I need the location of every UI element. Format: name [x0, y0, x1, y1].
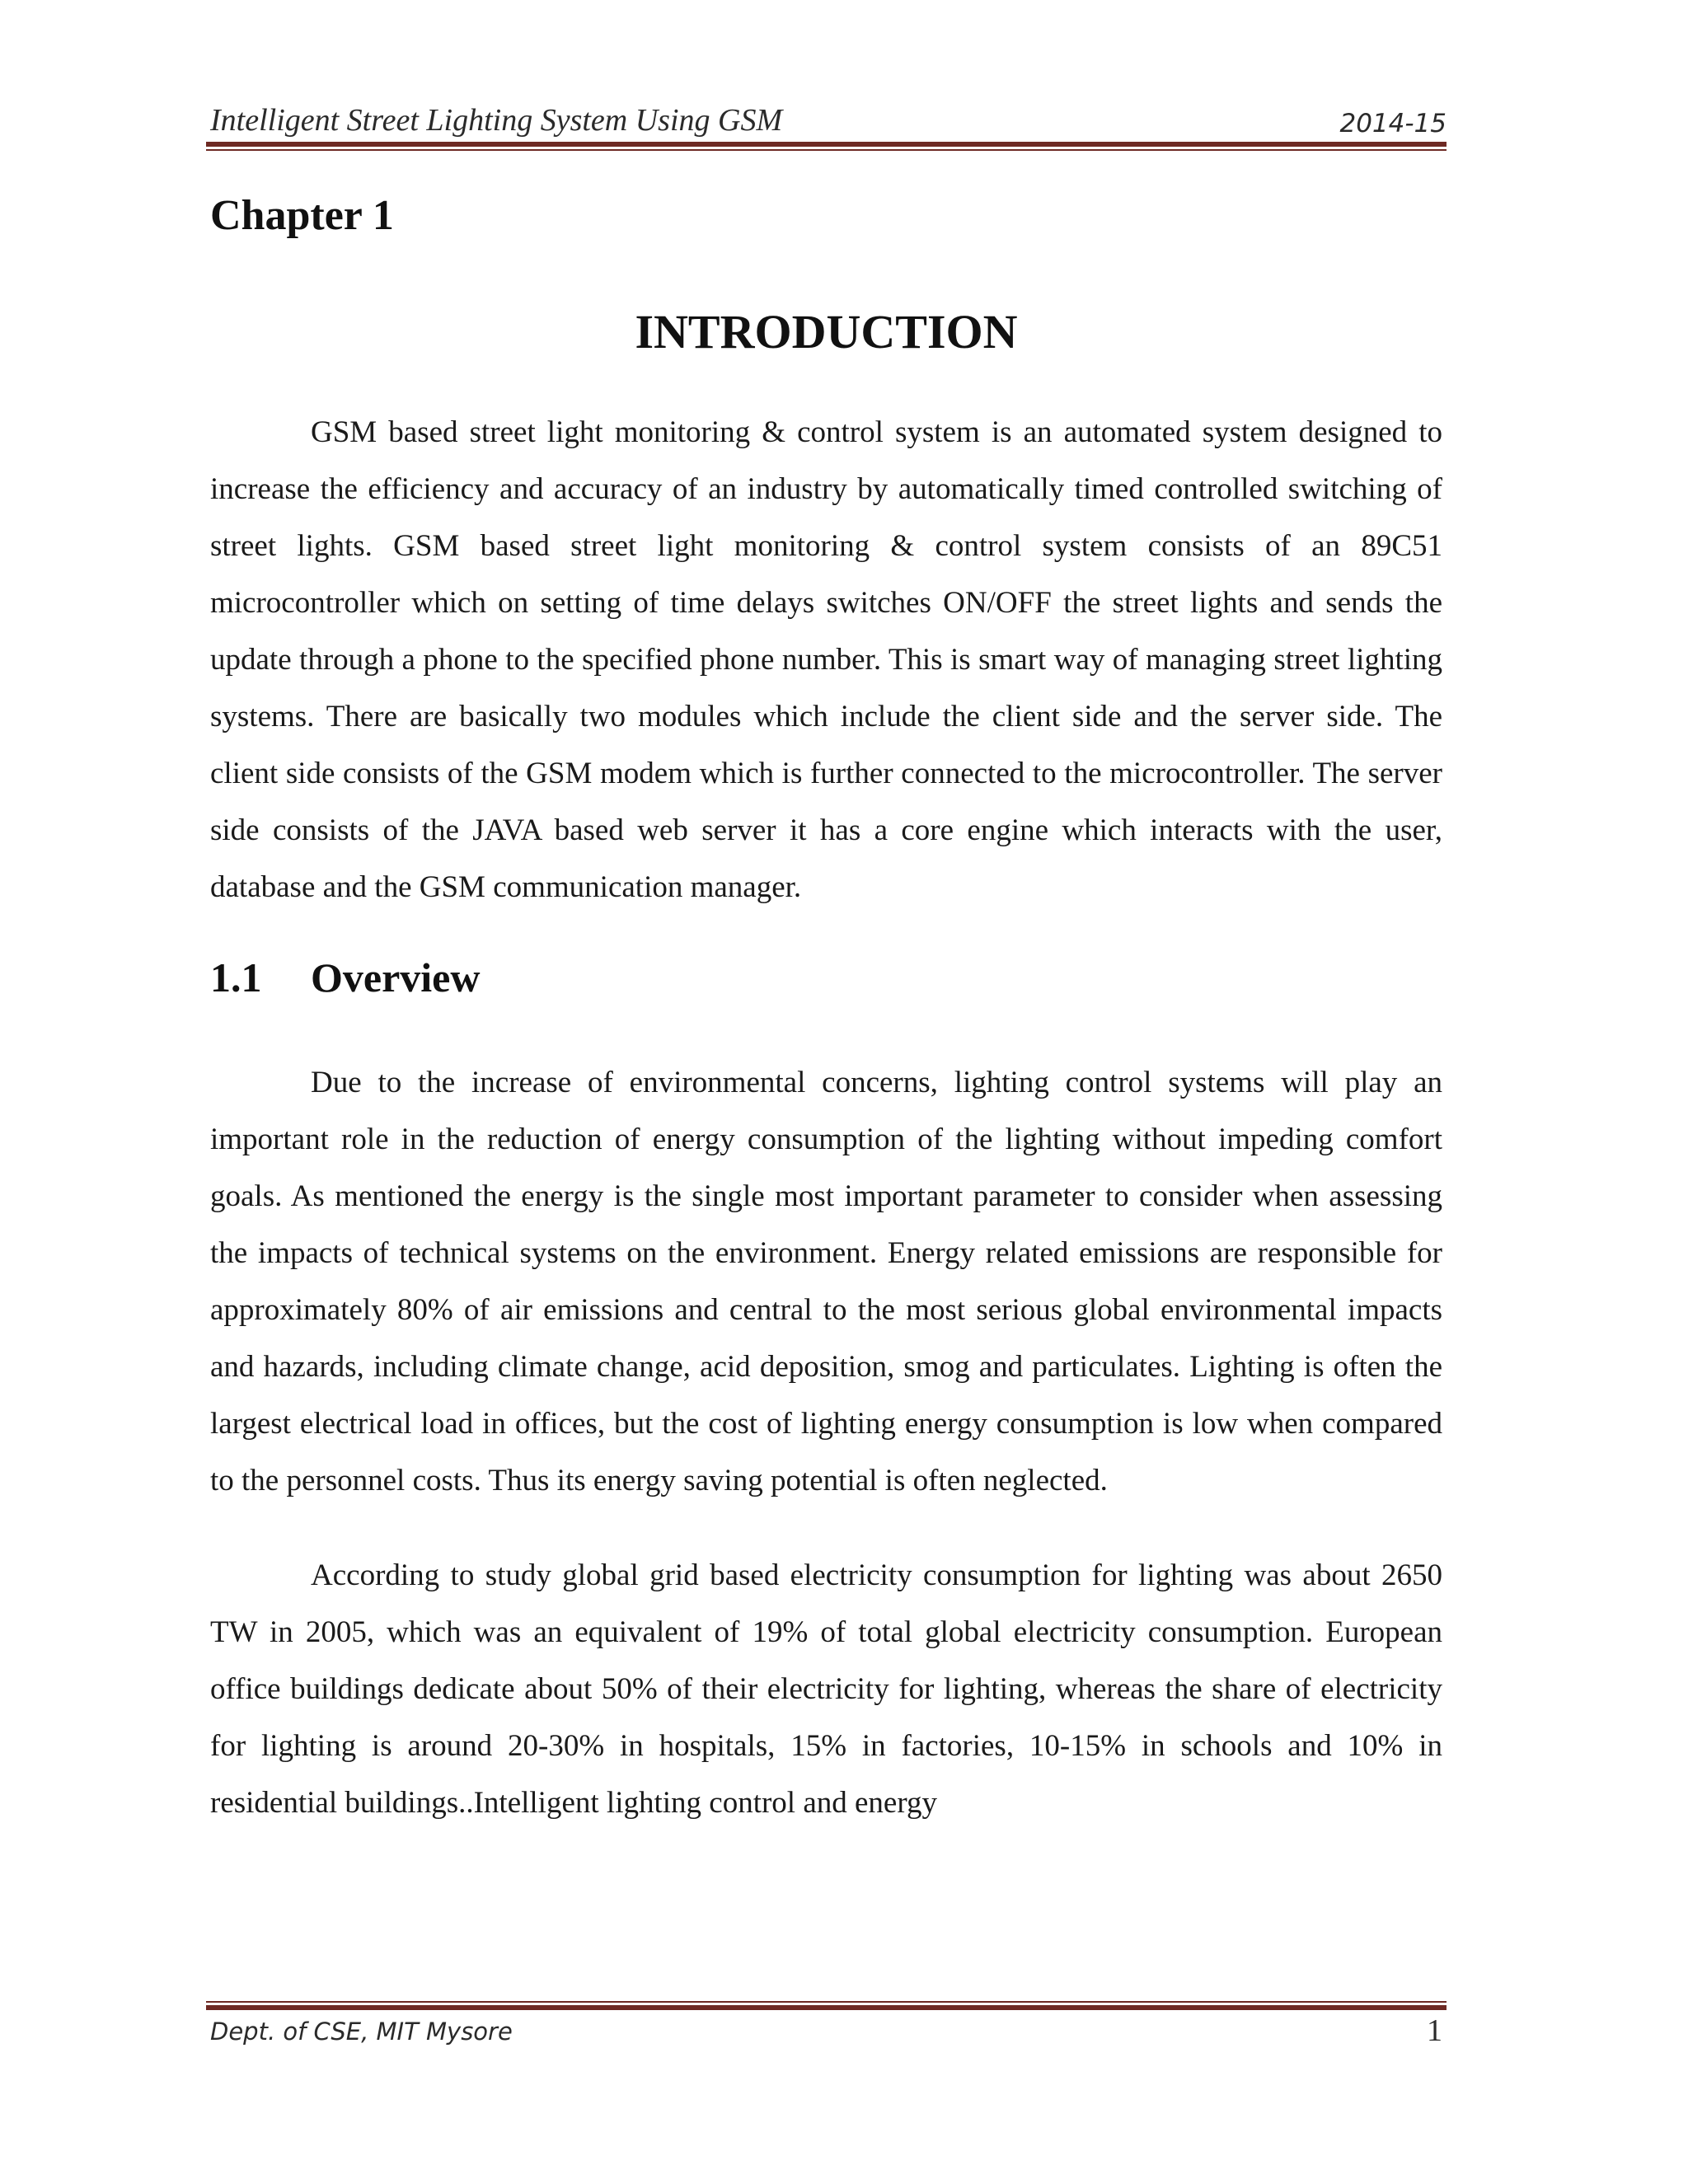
- page-header: [210, 97, 1447, 143]
- section-title: Overview: [311, 954, 481, 1001]
- page-number: 1: [1427, 2013, 1442, 2048]
- page-content: [210, 183, 1442, 1831]
- overview-paragraph-1: Due to the increase of environmental concerns, lighting control systems will play an important role in the reduction of energy consumption of the lighting without impeding comfort goals. As mentioned the energy is the single most important parameter to consider when assessing the impacts of technical systems on the environment. Energy related emissions are responsible for approximately 80% of air emissions and central to the most serious global environmental impacts and hazards, including climate change, acid deposition, smog and particulates. Lighting is often the largest electrical load in offices, but the cost of lighting energy consumption is low when compared to the personnel costs. Thus its energy saving potential is often neglected.: [210, 1066, 1442, 1497]
- section-number: 1.1: [210, 954, 262, 1001]
- section-heading: [210, 949, 1442, 1006]
- footer-rule: [206, 2001, 1447, 2010]
- header-year: 2014-15: [1339, 109, 1447, 138]
- chapter-label: Chapter 1: [210, 192, 394, 239]
- header-rule: [206, 142, 1447, 151]
- footer-department: Dept. of CSE, MIT Mysore: [210, 2018, 513, 2046]
- intro-paragraph: GSM based street light monitoring & control system is an automated system designed to increase the efficiency and accuracy of an industry by automatically timed controlled switching of street lights. GSM based street light monitoring & control system consists of an 89C51 microcontroller which on setting of time delays switches ON/OFF the street lights and sends the update through a phone to the specified phone number. This is smart way of managing street lighting systems. There are basically two modules which include the client side and the server side. The client side consists of the GSM modem which is further connected to the microcontroller. The server side consists of the JAVA based web server it has a core engine which interacts with the user, database and the GSM communication manager.: [210, 415, 1442, 904]
- overview-paragraph-2: According to study global grid based electricity consumption for lighting was about 2650 TW in 2005, which was an equivalent of 19% of total global electricity consumption. European office buildings dedicate about 50% of their electricity for lighting, whereas the share of electricity for lighting is around 20-30% in hospitals, 15% in factories, 10-15% in schools and 10% in residential buildings..Intelligent lighting control and energy: [210, 1558, 1442, 1820]
- header-title: Intelligent Street Lighting System Using GSM: [210, 103, 783, 138]
- chapter-title: INTRODUCTION: [635, 305, 1018, 359]
